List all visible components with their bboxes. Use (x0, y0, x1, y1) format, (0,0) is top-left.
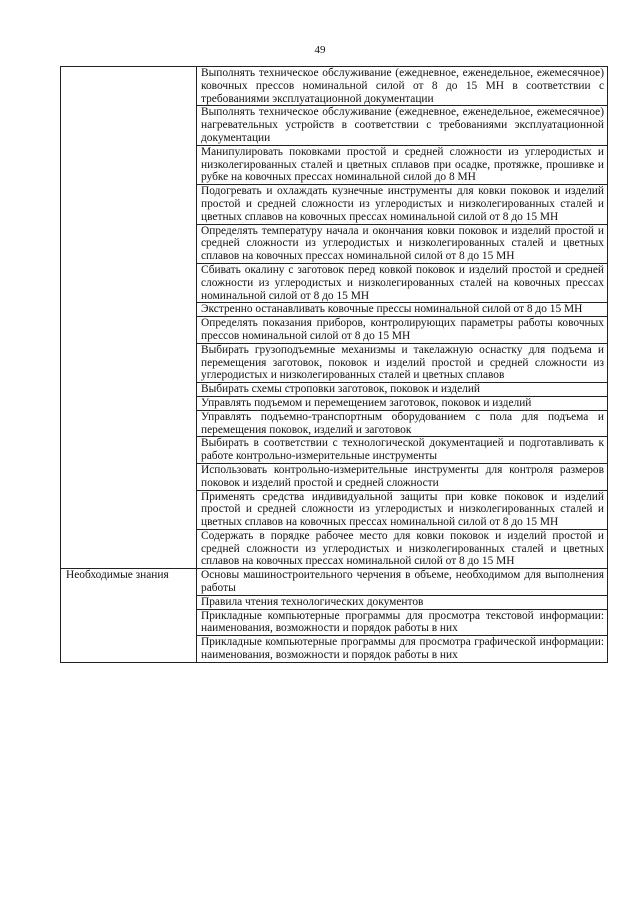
knowledge-label: Необходимые знания (61, 569, 197, 663)
skill-cell: Выбирать грузоподъемные механизмы и такелажную оснастку для подъема и перемещения заготовок, поковок и изделий простой и средней сложности из углеродистых и низколегированных сталей и цветных сплавов (197, 343, 608, 382)
skill-cell: Сбивать окалину с заготовок перед ковкой поковок и изделий простой и средней сложности из углеродистых и низколегированных сталей на ковочных прессах номинальной силой от 8 до 15 МН (197, 263, 608, 302)
skill-cell: Выполнять техническое обслуживание (ежедневное, еженедельное, ежемесячное) ковочных прессов номинальной силой от 8 до 15 МН в соответствии с требованиями эксплуатационной документации (197, 67, 608, 106)
skill-cell: Содержать в порядке рабочее место для ковки поковок и изделий простой и средней сложности из углеродистых и низколегированных сталей и цветных сплавов на ковочных прессах номинальной силой от 8 до 15 МН (197, 529, 608, 568)
skill-cell: Подогревать и охлаждать кузнечные инструменты для ковки поковок и изделий простой и средней сложности из углеродистых и низколегированных сталей и цветных сплавов на ковочных прессах номинальной силой от 8 до 15 МН (197, 185, 608, 224)
skill-cell: Управлять подъемно-транспортным оборудованием с пола для подъема и перемещения поковок, изделий и заготовок (197, 410, 608, 437)
skill-cell: Экстренно останавливать ковочные прессы номинальной силой от 8 до 15 МН (197, 303, 608, 317)
knowledge-cell: Прикладные компьютерные программы для просмотра текстовой информации: наименования, возможности и порядок работы в них (197, 609, 608, 636)
skill-cell: Применять средства индивидуальной защиты при ковке поковок и изделий простой и средней сложности из углеродистых и низколегированных сталей и цветных сплавов на ковочных прессах номинальной силой от 8 до 15 МН (197, 490, 608, 529)
page-number: 49 (314, 44, 326, 56)
requirements-table (60, 66, 608, 663)
skill-cell: Использовать контрольно-измерительные инструменты для контроля размеров поковок и изделий простой и средней сложности (197, 463, 608, 490)
skill-cell: Определять температуру начала и окончания ковки поковок и изделий простой и средней сложности из углеродистых и низколегированных сталей и цветных сплавов на ковочных прессах номинальной силой от 8 до 15 МН (197, 224, 608, 263)
knowledge-cell: Правила чтения технологических документов (197, 595, 608, 609)
skill-cell: Манипулировать поковками простой и средней сложности из углеродистых и низколегированных сталей и цветных сплавов при осадке, протяжке, прошивке и рубке на ковочных прессах номинальной силой до 8 МН (197, 145, 608, 184)
table-row (61, 67, 608, 106)
skill-cell: Определять показания приборов, контролирующих параметры работы ковочных прессов номинальной силой от 8 до 15 МН (197, 317, 608, 344)
skill-cell: Управлять подъемом и перемещением заготовок, поковок и изделий (197, 396, 608, 410)
skill-cell: Выбирать схемы строповки заготовок, поковок и изделий (197, 383, 608, 397)
table-row (61, 569, 608, 596)
knowledge-cell: Прикладные компьютерные программы для просмотра графической информации: наименования, возможности и порядок работы в них (197, 636, 608, 663)
skills-label-cell (61, 67, 197, 569)
skill-cell: Выполнять техническое обслуживание (ежедневное, еженедельное, ежемесячное) нагревательных устройств в соответствии с требованиями эксплуатационной документации (197, 106, 608, 145)
skill-cell: Выбирать в соответствии с технологической документацией и подготавливать к работе контрольно-измерительные инструменты (197, 437, 608, 464)
knowledge-cell: Основы машиностроительного черчения в объеме, необходимом для выполнения работы (197, 569, 608, 596)
